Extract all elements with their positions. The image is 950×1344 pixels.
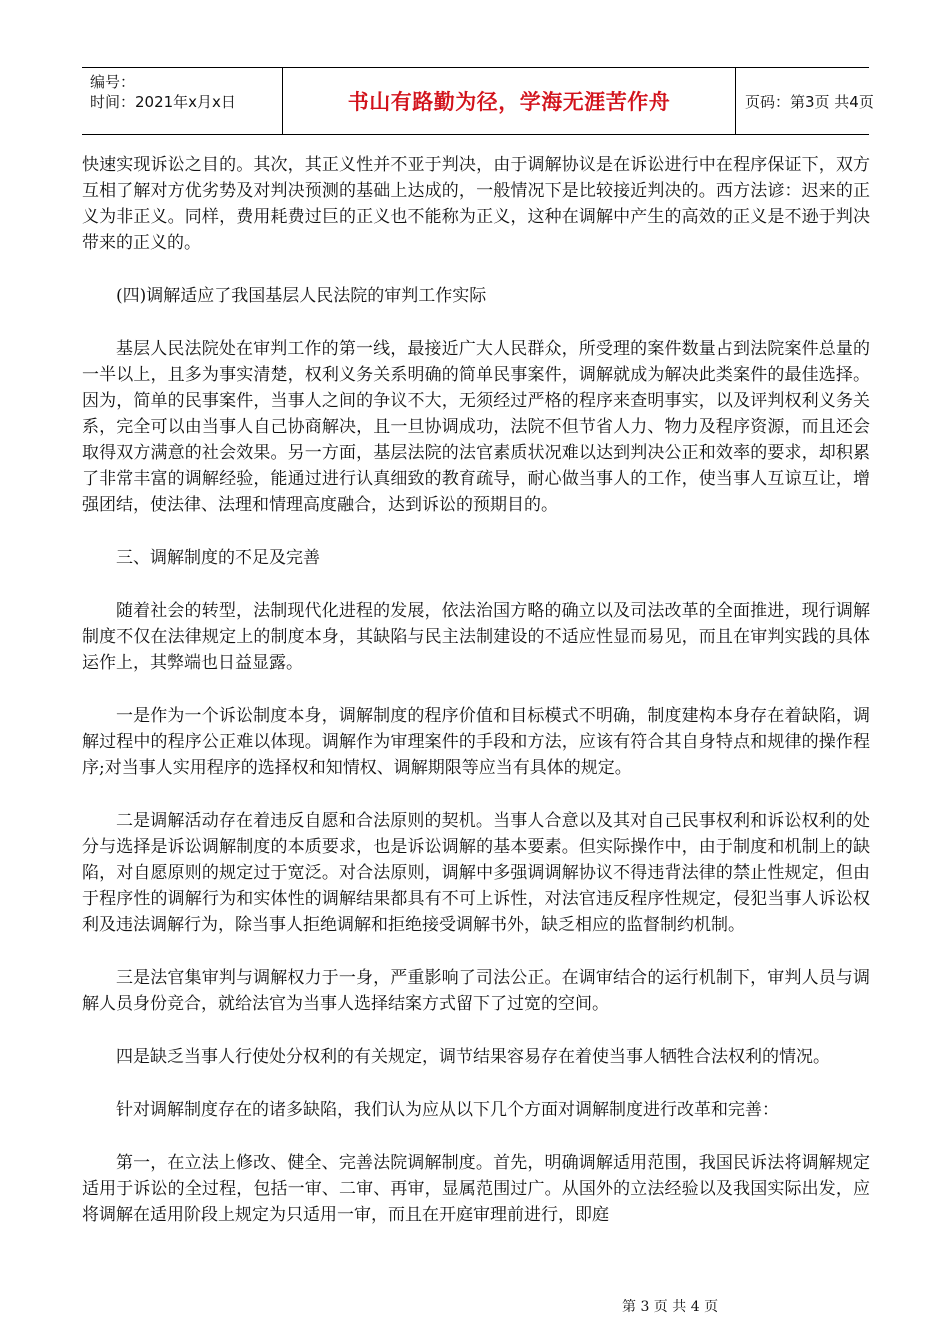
document-code-label: 编号： — [90, 73, 136, 91]
body-paragraph: 三是法官集审判与调解权力于一身，严重影响了司法公正。在调审结合的运行机制下，审判人员与调解人员身份竞合，就给法官为当事人选择结案方式留下了过宽的空间。 — [82, 968, 870, 1014]
body-paragraph: 二是调解活动存在着违反自愿和合法原则的契机。当事人合意以及其对自己民事权利和诉讼权利的处分与选择是诉讼调解制度的本质要求，也是诉讼调解的基本要素。但实际操作中，由于制度和机制上的缺陷，对自愿原则的规定过于宽泛。对合法原则，调解中多强调调解协议不得违背法律的禁止性规定，但由于程序性的调解行为和实体性的调解结果都具有不可上诉性，对法官违反程序性规定，侵犯当事人诉讼权利及违法调解行为，除当事人拒绝调解和拒绝接受调解书外，缺乏相应的监督制约机制。 — [82, 811, 870, 935]
body-paragraph: 第一，在立法上修改、健全、完善法院调解制度。首先，明确调解适用范围，我国民诉法将调解规定适用于诉讼的全过程，包括一审、二审、再审，显属范围过广。从国外的立法经验以及我国实际出发，应将调解在适用阶段上规定为只适用一审，而且在开庭审理前进行，即庭 — [82, 1153, 870, 1225]
header-meta — [82, 68, 282, 134]
document-body — [82, 152, 870, 1228]
body-paragraph: 基层人民法院处在审判工作的第一线，最接近广大人民群众，所受理的案件数量占到法院案件总量的一半以上，且多为事实清楚，权利义务关系明确的简单民事案件，调解就成为解决此类案件的最佳选择。因为，简单的民事案件，当事人之间的争议不大，无须经过严格的程序来查明事实，以及评判权利义务关系，完全可以由当事人自己协商解决，且一旦协调成功，法院不但节省人力、物力及程序资源，而且还会取得双方满意的社会效果。另一方面，基层法院的法官素质状况难以达到判决公正和效率的要求，却积累了非常丰富的调解经验，能通过进行认真细致的教育疏导，耐心做当事人的工作，使当事人互谅互让，增强团结，使法律、法理和情理高度融合，达到诉讼的预期目的。 — [82, 339, 870, 515]
motto-text: 书山有路勤为径，学海无涯苦作舟 — [347, 90, 671, 114]
body-paragraph: 随着社会的转型，法制现代化进程的发展，依法治国方略的确立以及司法改革的全面推进，现行调解制度不仅在法律规定上的制度本身，其缺陷与民主法制建设的不适应性显而易见，而且在审判实践的具体运作上，其弊端也日益显露。 — [82, 601, 870, 673]
body-paragraph: 快速实现诉讼之目的。其次，其正义性并不亚于判决，由于调解协议是在诉讼进行中在程序保证下，双方互相了解对方优劣势及对判决预测的基础上达成的，一般情况下是比较接近判决的。西方法谚：迟来的正义为非正义。同样，费用耗费过巨的正义也不能称为正义，这种在调解中产生的高效的正义是不逊于判决带来的正义的。 — [82, 155, 870, 253]
document-time-label: 时间：2021年x月x日 — [90, 93, 236, 111]
header-motto-cell — [282, 68, 736, 134]
body-paragraph: 一是作为一个诉讼制度本身，调解制度的程序价值和目标模式不明确，制度建构本身存在着缺陷，调解过程中的程序公正难以体现。调解作为审理案件的手段和方法，应该有符合其自身特点和规律的操作程序;对当事人实用程序的选择权和知情权、调解期限等应当有具体的规定。 — [82, 706, 870, 778]
body-paragraph: 四是缺乏当事人行使处分权利的有关规定，调节结果容易存在着使当事人牺牲合法权利的情况。 — [116, 1047, 830, 1067]
header-page-info: 页码：第3页 共4页 — [745, 92, 874, 111]
header-page-cell — [735, 68, 874, 134]
page-footer: 第 3 页 共 4 页 — [622, 1299, 719, 1315]
section-heading: (四)调解适应了我国基层人民法院的审判工作实际 — [116, 286, 487, 306]
section-heading: 三、调解制度的不足及完善 — [116, 548, 320, 568]
body-paragraph: 针对调解制度存在的诸多缺陷，我们认为应从以下几个方面对调解制度进行改革和完善： — [116, 1100, 779, 1120]
page-header — [82, 67, 874, 135]
